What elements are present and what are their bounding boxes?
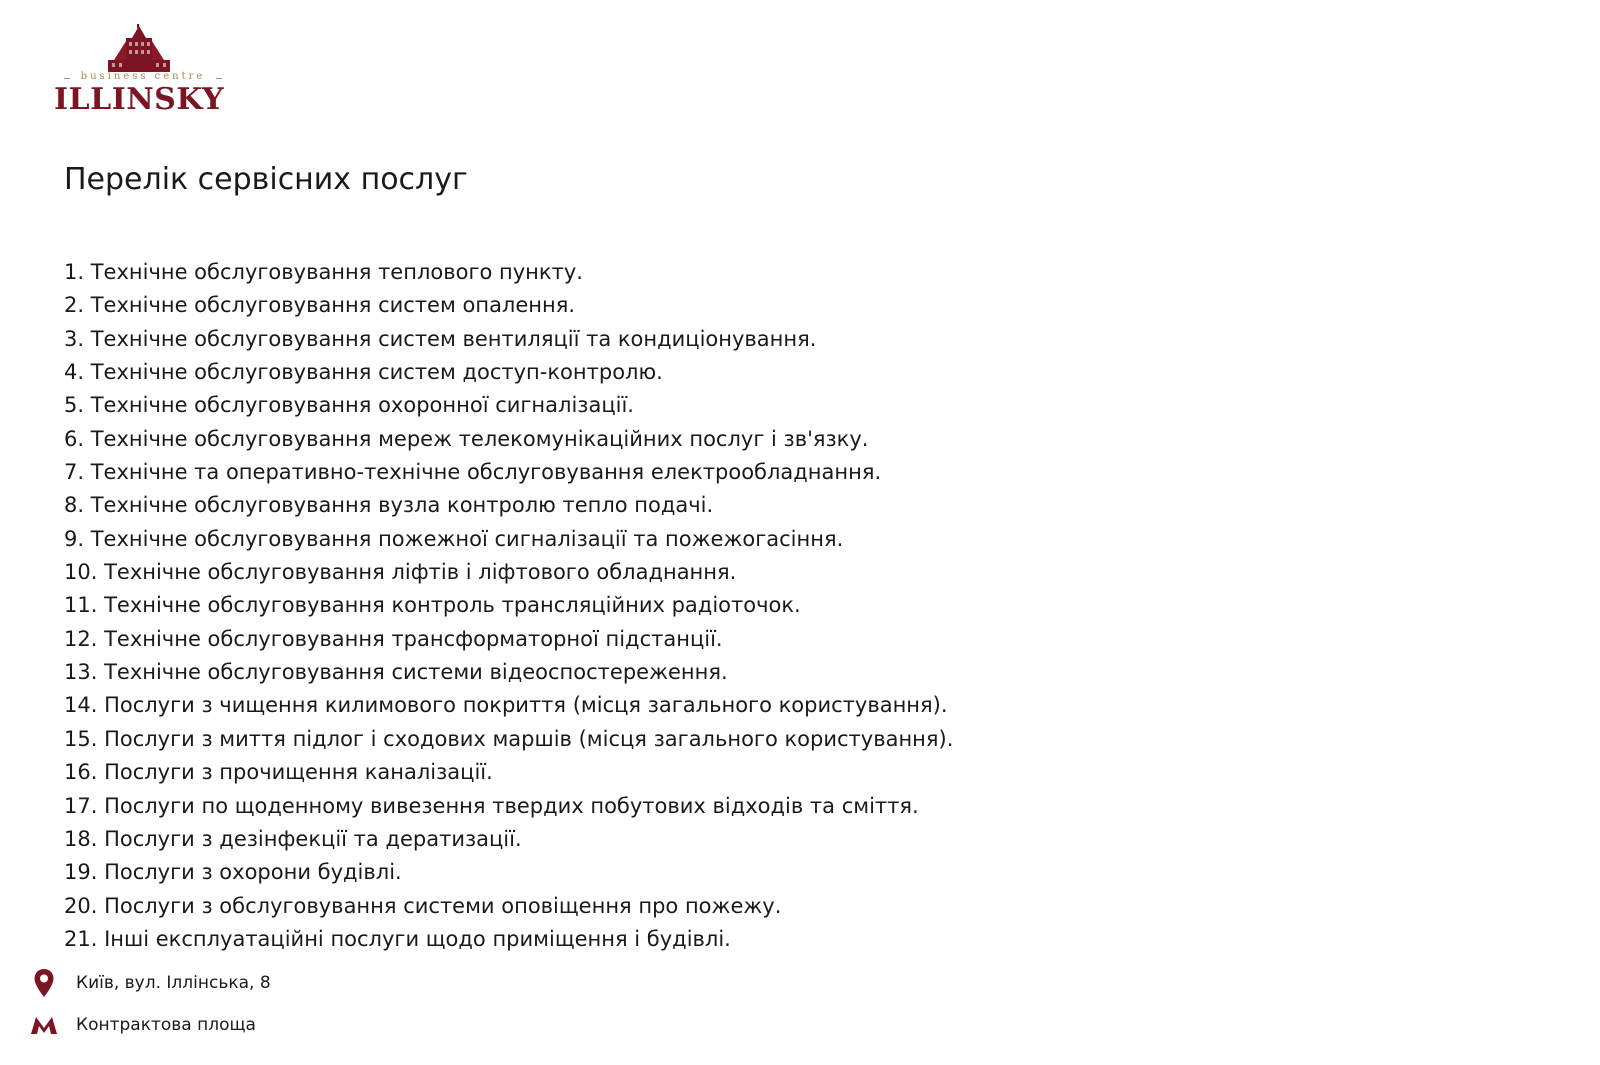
- list-item: 2. Технічне обслуговування систем опалення.: [64, 293, 576, 318]
- list-item: 17. Послуги по щоденному вивезення твердих побутових відходів та сміття.: [64, 793, 919, 818]
- list-item: 21. Інші експлуатаційні послуги щодо приміщення і будівлі.: [64, 926, 731, 951]
- page-title: Перелік сервісних послуг: [64, 162, 468, 197]
- list-item: 6. Технічне обслуговування мереж телекомунікаційних послуг і зв'язку.: [64, 426, 869, 451]
- list-item: 7. Технічне та оперативно-технічне обслуговування електрообладнання.: [64, 460, 882, 485]
- list-item: 10. Технічне обслуговування ліфтів і ліфтового обладнання.: [64, 560, 737, 585]
- list-item: 18. Послуги з дезінфекції та дератизації.: [64, 826, 522, 851]
- list-item: 11. Технічне обслуговування контроль трансляційних радіоточок.: [64, 593, 801, 618]
- list-item: 3. Технічне обслуговування систем вентиляції та кондиціонування.: [64, 326, 817, 351]
- map-pin-icon: [28, 968, 60, 998]
- list-item: 9. Технічне обслуговування пожежної сигналізації та пожежогасіння.: [64, 526, 844, 551]
- list-item: 16. Послуги з прочищення каналізації.: [64, 760, 493, 785]
- list-item: 1. Технічне обслуговування теплового пункту.: [64, 260, 583, 284]
- list-item: 5. Технічне обслуговування охоронної сигналізації.: [64, 393, 634, 418]
- list-item: 12. Технічне обслуговування трансформаторної підстанції.: [64, 626, 723, 651]
- list-item: 4. Технічне обслуговування систем доступ-контролю.: [64, 360, 663, 385]
- logo-subtitle: business centre: [68, 71, 218, 82]
- list-item: 15. Послуги з миття підлог і сходових маршів (місця загального користування).: [64, 726, 954, 751]
- metro-text: Контрактова площа: [76, 1015, 256, 1035]
- footer-metro: [28, 1010, 256, 1040]
- logo: [54, 24, 234, 124]
- list-item: 8. Технічне обслуговування вузла контролю тепло подачі.: [64, 493, 714, 518]
- logo-name: ILLINSKY: [54, 82, 225, 117]
- list-item: 13. Технічне обслуговування системи відеоспостереження.: [64, 660, 728, 685]
- list-item: 19. Послуги з охорони будівлі.: [64, 860, 402, 885]
- building-icon: [106, 24, 172, 74]
- metro-icon: [28, 1015, 60, 1035]
- list-item: 14. Послуги з чищення килимового покриття (місця загального користування).: [64, 693, 948, 718]
- footer-address: [28, 968, 271, 998]
- address-text: Київ, вул. Іллінська, 8: [76, 973, 271, 993]
- list-item: 20. Послуги з обслуговування системи оповіщення про пожежу.: [64, 893, 782, 918]
- service-list: [64, 256, 953, 956]
